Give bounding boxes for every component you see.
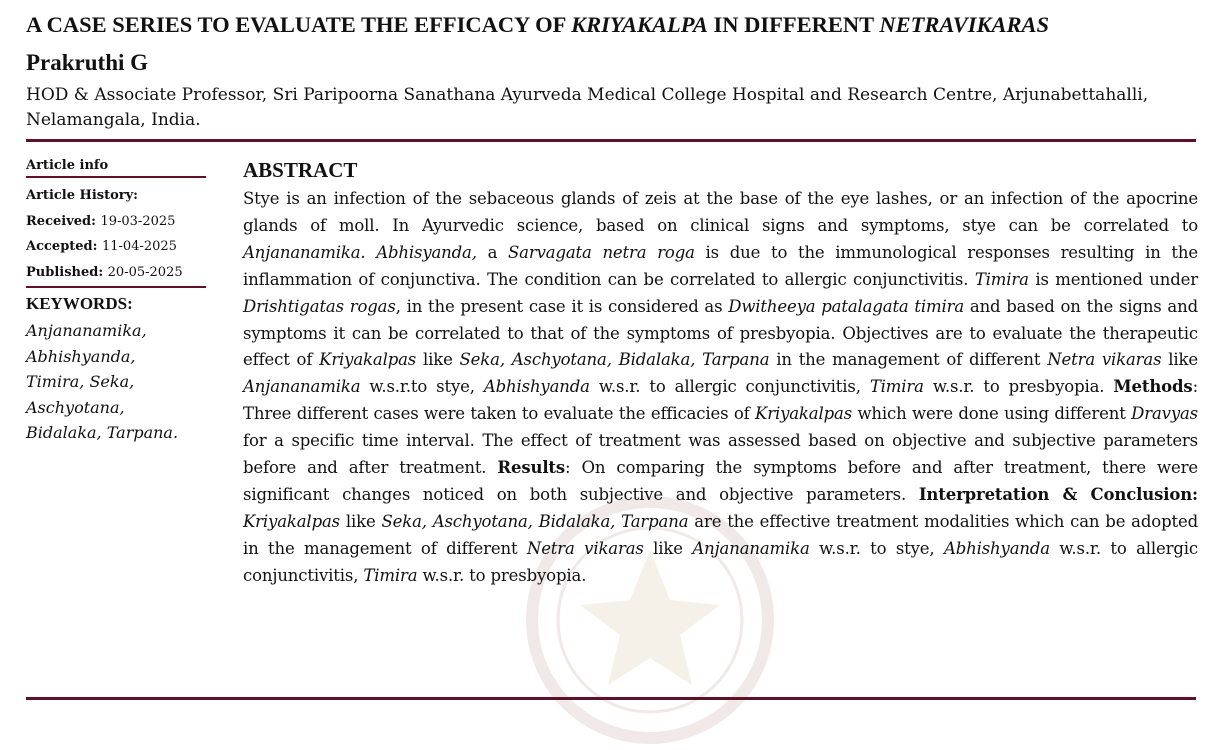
keywords-heading: KEYWORDS: — [26, 294, 133, 313]
author-affiliation: HOD & Associate Professor, Sri Paripoorna Sanathana Ayurveda Medical College Hospital and Research Centre, Arjunabettahalli, Nelamangala, India. — [26, 85, 1149, 130]
published-date-row — [26, 260, 208, 286]
abstract-text: is due to the immunological responses resulting in the inflammation of conjunctiva. The condition can be correlated to allergic conjunctivitis. — [243, 242, 1198, 289]
abstract-term: Drishtigatas rogas — [243, 296, 396, 316]
abstract-text: , in the present case it is considered as — [395, 296, 729, 316]
abstract-text: w.s.r. to presbyopia. — [923, 377, 1114, 397]
abstract-term: Seka, Aschyotana, Bidalaka, Tarpana — [459, 350, 770, 370]
article-history-label: Article History: — [26, 188, 138, 203]
keyword-line: Abhishyanda, — [26, 346, 136, 366]
published-date: 20-05-2025 — [107, 264, 183, 280]
abstract-term: Anjananamika. Abhisyanda, — [243, 242, 477, 262]
abstract-text: : Three different cases were taken to evaluate the efficacies of — [243, 377, 1198, 424]
article-info-sidebar — [26, 157, 208, 446]
abstract-section-label: Methods — [1113, 377, 1193, 397]
abstract-section — [243, 157, 1198, 590]
received-date: 19-03-2025 — [100, 213, 176, 229]
abstract-text: which were done using different — [852, 404, 1132, 424]
keyword-line: Aschyotana, — [26, 397, 125, 417]
published-label: Published: — [26, 264, 104, 280]
abstract-term: Anjananamika — [243, 377, 361, 397]
header-divider — [26, 139, 1196, 142]
abstract-text: w.s.r. to stye, — [809, 538, 944, 558]
abstract-text: and based on the signs and symptoms it can be correlated to that of the symptoms of presbyopia. Objectives are to evaluate the therapeutic effect of — [243, 296, 1198, 370]
abstract-term: Kriyakalpas — [755, 404, 853, 424]
abstract-text: like — [643, 538, 693, 558]
abstract-text: like — [1161, 350, 1198, 370]
abstract-term: Kriyakalpas — [243, 511, 340, 531]
accepted-date: 11-04-2025 — [101, 239, 177, 254]
abstract-term: Dwitheeya patalagata timira — [728, 296, 965, 316]
keywords-list — [26, 318, 208, 446]
abstract-term: Kriyakalpas — [319, 350, 417, 370]
abstract-term: Netra vikaras — [1047, 350, 1162, 370]
received-label: Received: — [26, 213, 96, 229]
abstract-term: Anjananamika — [692, 538, 810, 558]
keyword-line: Anjananamika, — [26, 321, 147, 340]
abstract-text: are the effective treatment modalities which can be adopted in the management of different — [243, 511, 1198, 558]
abstract-text: : On comparing the symptoms before and after treatment, there were significant changes noticed on both subjective and objective parameters. — [243, 458, 1198, 504]
abstract-heading: ABSTRACT — [243, 158, 358, 182]
title-italic-1: KRIYAKALPA — [571, 12, 708, 37]
abstract-text: is mentioned under — [1028, 269, 1198, 289]
abstract-term: Abhishyanda — [943, 538, 1050, 558]
abstract-text: w.s.r.to stye, — [360, 377, 484, 397]
abstract-text: like — [416, 350, 460, 370]
abstract-text: in the management of different — [769, 350, 1048, 370]
abstract-term: Timira — [974, 269, 1029, 289]
footer-divider — [26, 697, 1196, 700]
abstract-term: Netra vikaras — [526, 538, 644, 558]
abstract-text: w.s.r. to allergic conjunctivitis, — [243, 538, 1198, 585]
title-part-1: A CASE SERIES TO EVALUATE THE EFFICACY OF — [26, 12, 572, 37]
abstract-text: like — [339, 511, 382, 531]
abstract-term: Abhishyanda — [483, 377, 590, 397]
abstract-term: Dravyas — [1131, 404, 1198, 424]
abstract-term: Timira — [363, 565, 418, 585]
accepted-label: Accepted: — [26, 239, 98, 254]
article-info-heading: Article info — [26, 158, 109, 173]
paper-title — [26, 11, 1196, 39]
article-info-divider — [26, 176, 206, 178]
abstract-section-label: Results — [497, 458, 566, 478]
title-italic-2: NETRAVIKARAS — [879, 12, 1050, 37]
abstract-text: a — [476, 242, 509, 262]
abstract-term: Timira — [869, 377, 924, 397]
keywords-divider — [26, 286, 206, 288]
keyword-line: Timira, Seka, — [26, 372, 135, 391]
abstract-text: Stye is an infection of the sebaceous glands of zeis at the base of the eye lashes, or an infection of the apocrine glands of moll. In Ayurvedic science, based on clinical signs and symptoms, stye can be correlated to — [243, 189, 1198, 235]
abstract-term: Sarvagata netra roga — [508, 242, 695, 262]
abstract-section-label: Interpretation & Conclusion: — [918, 484, 1198, 504]
abstract-text: for a specific time interval. The effect of treatment was assessed based on objective and subjective parameters before and after treatment. — [243, 431, 1198, 478]
accepted-date-row — [26, 234, 208, 260]
abstract-term: Seka, Aschyotana, Bidalaka, Tarpana — [381, 511, 689, 531]
keyword-line: Bidalaka, Tarpana. — [26, 423, 179, 442]
abstract-text: w.s.r. to presbyopia. — [417, 565, 587, 585]
abstract-body — [243, 186, 1198, 590]
received-date-row — [26, 209, 208, 235]
author-name: Prakruthi G — [26, 50, 149, 75]
abstract-text: w.s.r. to allergic conjunctivitis, — [589, 377, 870, 397]
title-part-2: IN DIFFERENT — [707, 12, 880, 37]
